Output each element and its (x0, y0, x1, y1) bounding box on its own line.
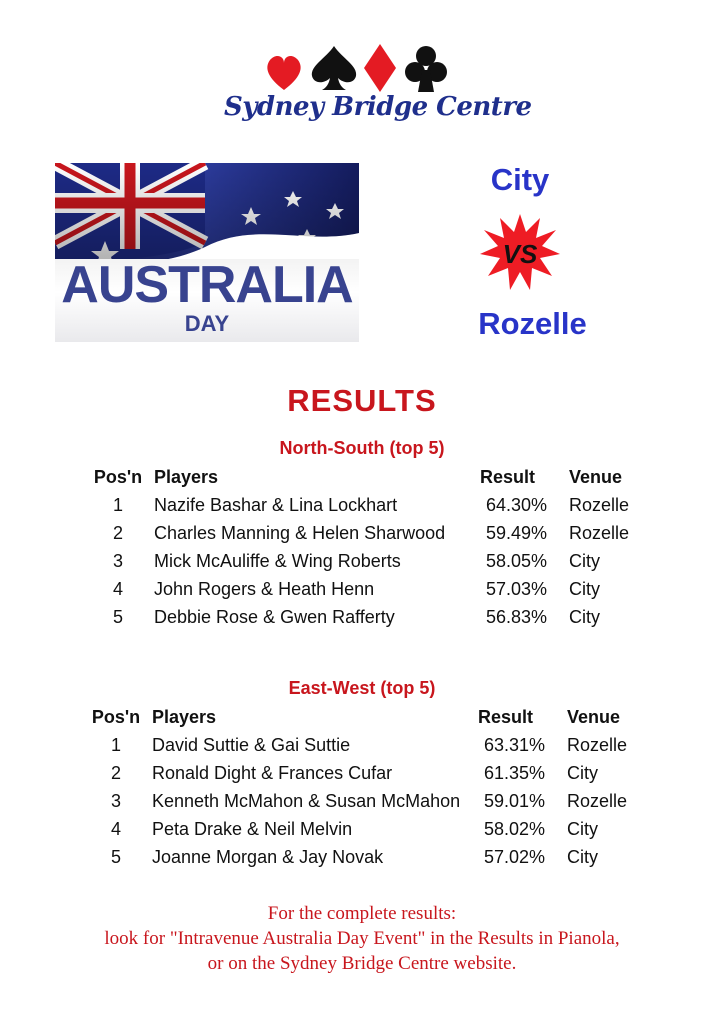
row-position: 3 (110, 791, 121, 811)
row-position: 5 (110, 847, 121, 867)
row-position: 5 (112, 607, 123, 627)
row-players: David Suttie & Gai Suttie (152, 735, 351, 755)
footer-line-1: For the complete results: (267, 903, 457, 924)
row-players: Mick McAuliffe & Wing Roberts (154, 551, 401, 571)
row-players: Nazife Bashar & Lina Lockhart (154, 495, 398, 515)
row-venue: City (567, 847, 598, 867)
east-west-heading: East-West (top 5) (288, 678, 436, 698)
row-venue: City (569, 579, 600, 599)
row-position: 1 (110, 735, 121, 755)
heart-icon (267, 56, 300, 90)
header-venue: Venue (567, 707, 621, 727)
footer-line-3: or on the Sydney Bridge Centre website. (207, 953, 517, 974)
row-venue: City (567, 819, 598, 839)
club-icon (405, 46, 447, 92)
row-players: Peta Drake & Neil Melvin (152, 819, 353, 839)
header-position: Pos'n (91, 707, 141, 727)
spade-icon (312, 46, 356, 90)
row-result: 64.30% (486, 495, 548, 515)
australia-day-banner (55, 163, 359, 342)
row-position: 2 (110, 763, 121, 783)
row-venue: City (567, 763, 598, 783)
row-players: Debbie Rose & Gwen Rafferty (154, 607, 395, 627)
row-result: 58.05% (486, 551, 548, 571)
banner-subtitle: DAY (184, 311, 230, 336)
row-position: 4 (110, 819, 121, 839)
header-result: Result (478, 707, 534, 727)
row-position: 2 (112, 523, 123, 543)
row-result: 59.49% (486, 523, 548, 543)
club-logo (224, 40, 532, 140)
results-heading: RESULTS (287, 383, 437, 418)
versus-label: VS (502, 239, 538, 269)
banner-title: AUSTRALIA (61, 256, 353, 314)
diamond-icon (364, 44, 396, 92)
footer-line-2: look for "Intravenue Australia Day Event" in the Results in Pianola, (104, 928, 620, 949)
row-players: Joanne Morgan & Jay Novak (152, 847, 384, 867)
header-position: Pos'n (93, 467, 143, 487)
row-position: 1 (112, 495, 123, 515)
row-venue: Rozelle (569, 523, 630, 543)
header-result: Result (480, 467, 536, 487)
header-players: Players (154, 467, 219, 487)
row-result: 59.01% (484, 791, 546, 811)
row-result: 56.83% (486, 607, 548, 627)
row-players: John Rogers & Heath Henn (154, 579, 375, 599)
row-venue: City (569, 551, 600, 571)
row-venue: Rozelle (569, 495, 630, 515)
row-result: 58.02% (484, 819, 546, 839)
row-position: 4 (112, 579, 123, 599)
team-two: Rozelle (478, 306, 587, 341)
row-players: Ronald Dight & Frances Cufar (152, 763, 393, 783)
row-result: 63.31% (484, 735, 546, 755)
row-venue: City (569, 607, 600, 627)
brand-name: Sydney Bridge Centre (224, 92, 532, 122)
row-position: 3 (112, 551, 123, 571)
footer-note (0, 901, 724, 976)
row-venue: Rozelle (567, 791, 628, 811)
row-result: 57.02% (484, 847, 546, 867)
row-players: Kenneth McMahon & Susan McMahon (152, 791, 461, 811)
row-result: 61.35% (484, 763, 546, 783)
row-players: Charles Manning & Helen Sharwood (154, 523, 446, 543)
row-venue: Rozelle (567, 735, 628, 755)
team-one: City (490, 162, 550, 197)
row-result: 57.03% (486, 579, 548, 599)
header-venue: Venue (569, 467, 623, 487)
card-suits-graphic (264, 44, 454, 96)
north-south-heading: North-South (top 5) (279, 438, 445, 458)
header-players: Players (152, 707, 217, 727)
